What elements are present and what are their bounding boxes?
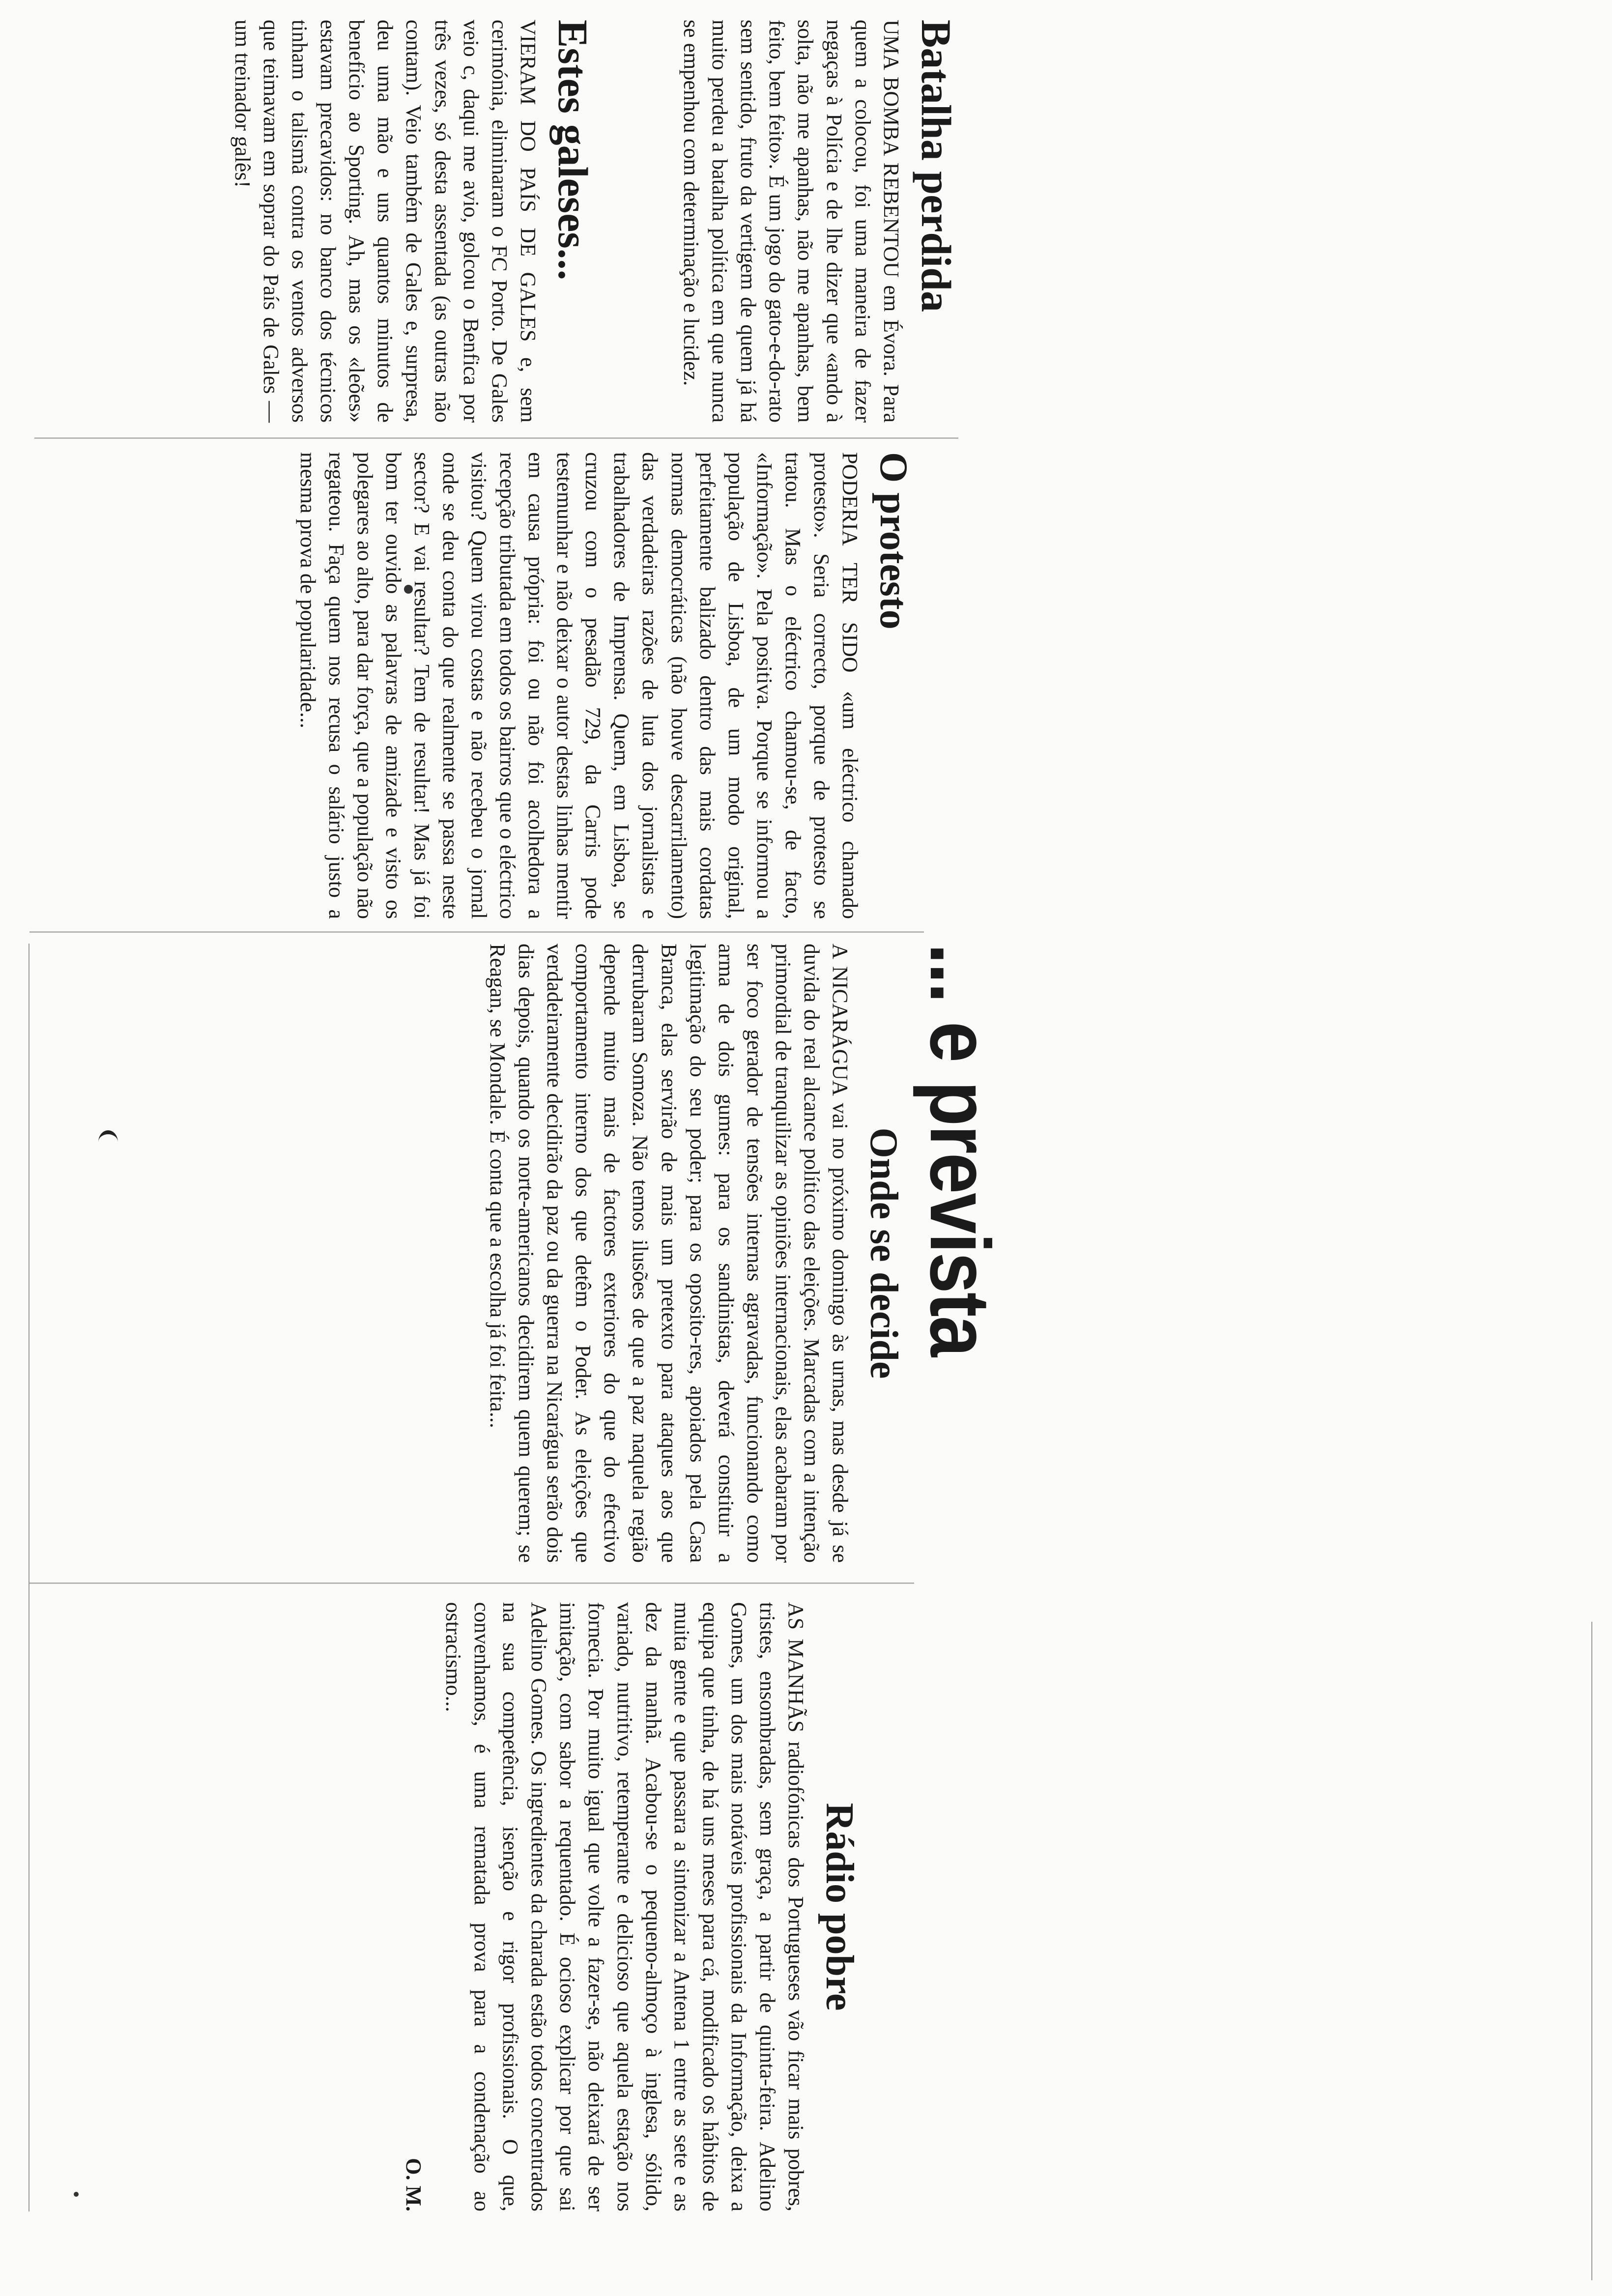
top-rule — [1591, 1622, 1592, 2280]
article-body: UMA BOMBA REBENTOU em Évora. Para quem a colocou, foi uma maneira de fazer negaças à Polícia e de lhe dizer que «ando à solta, não me apanhas, não me apanhas, bem feito, bem feito». É um jogo do gato-e-do-rato sem sentido, fruto da vertigem de quem já há muito perdeu a batalha política em que nunca se empenhou com determinação e lucidez. — [679, 20, 903, 423]
column-rule — [29, 931, 924, 933]
article-title: Rádio pobre — [818, 1803, 861, 2011]
column-rule — [34, 437, 958, 439]
article-title: Batalha perdida — [913, 20, 960, 312]
column-radio — [401, 1602, 860, 2211]
column-onde — [483, 944, 904, 1563]
article-title: O protesto — [872, 452, 915, 630]
column-rule — [29, 1582, 914, 1584]
article-title: Onde se decide — [862, 1127, 905, 1379]
article-body: PODERIA TER SIDO «um eléctrico chamado protesto». Seria correcto, porque de protesto se tratou. Mas o eléctrico chamou-se, de facto, «Informação». Pela positiva. Porque se informou a população de Lisboa, de um modo original, perfeitamente balizado dentro das mais cordatas normas democráticas (não houve descarrilamento) das verdadeiras razões de luta dos jornalistas e trabalhadores de Imprensa. Quem, em Lisboa, se cruzou com o pesadão 729, da Carris pode testemunhar e não deixar o autor destas linhas mentir em causa própria: foi ou não foi acolhedora a recepção tributada em todos os bairros que o eléctrico visitou? Quem virou costas e não recebeu o jornal onde se deu conta do que realmente se passa neste sector? E vai resultar? Tem de resultar! Mas já foi bom ter ouvido as palavras de amizade e visto os polegares ao alto, para dar força, que a população não regateou. Faça quem nos recusa o salário justo a mesma prova de popularidade... — [295, 452, 862, 919]
article-body: AS MANHÃS radiofónicas dos Portugueses vão ficar mais pobres, tristes, ensombradas, sem graça, a partir de quinta-feira. Adelino Gomes, um dos mais notáveis profissionais da Informação, deixa a equipa que tinha, de há uns meses para cá, modificado os hábitos de muita gente e que passara a sintonizar a Antena 1 entre as sete e as dez da manhã. Acabou-se o pequeno-almoço à inglesa, sólido, variado, nutritivo, retemperante e delicioso que aquela estação nos fornecia. Por muito igual que volte a fazer-se, não deixará de ser imitação, com sabor a requentado. É ocioso explicar por que sai Adelino Gomes. Os ingredientes da charada estão todos concentrados na sua competência, isenção e rigor profissionais. O que, convenhamos, é uma rematada prova para a condenação ao ostracismo... — [441, 1602, 808, 2211]
article-body: VIERAM DO PAÍS DE GALES e, sem cerimónia, eliminaram o FC Porto. De Gales veio c, daqui me avio, golcou o Benfica por três vezes, só desta assentada (as outras não contam). Veio também de Gales e, surpresa, deu uma mão e uns quantos minutos de benefício ao Sporting. Ah, mas os «leões» estavam precavidos: no banco dos técnicos tinham o talismã contra os ventos adversos que teimavam em soprar do País de Gales — um treinador galês! — [230, 20, 540, 423]
section-banner: ... e prevista — [913, 944, 1008, 1356]
scan-speck — [74, 2192, 79, 2197]
scan-speck — [98, 1130, 118, 1154]
article-title: Estes galeses... — [549, 20, 597, 281]
column-protesto — [293, 452, 914, 919]
author-signature: O. M. — [401, 2158, 426, 2211]
column-left — [228, 20, 958, 423]
article-body: A NICARÁGUA vai no próximo domingo às urnas, mas desde já se duvida do real alcance político das eleições. Marcadas com a intenção primordial de tranquilizar as opiniões internacionais, elas acabaram por ser foco gerador de tensões internas agravadas, funcionando como arma de dois gumes: para os sandinistas, deverá constituir a legitimação do seu poder; para os oposito-res, apoiados pela Casa Branca, elas servirão de mais um pretexto para ataques aos que derrubaram Somoza. Não temos ilusões de que a paz naquela região depende muito mais de factores exteriores do que do efectivo comportamento interno dos que detêm o Poder. As eleições que verdadeiramente decidirão da paz ou da guerra na Nicarágua serão dois dias depois, quando os norte-americanos decidirem quem querem; se Reagan, se Mondale. É conta que a escolha já foi feita... — [486, 944, 852, 1563]
